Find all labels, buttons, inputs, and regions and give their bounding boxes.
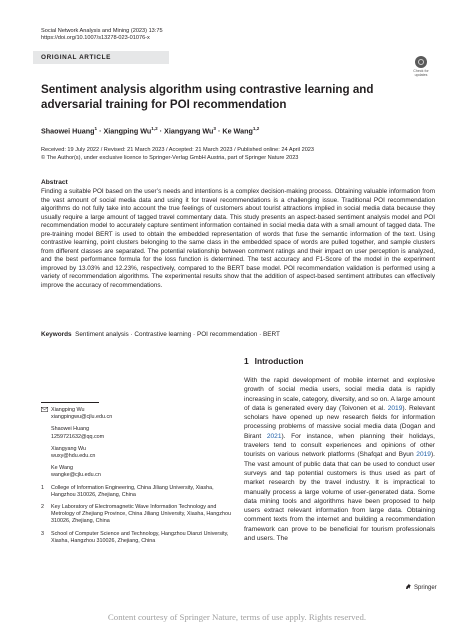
intro-text: ). The vast amount of public data that can be used to conduct user surveys and tap potential customers is thus used as part of market research by the travel industry. It is impractical to manually process a large volume of user-generated data. Some data mining tools and algorithms have been proposed to help users extract relevant information from large data. Obtaining comment texts from the internet and building a recommendation framework can prove to be beneficial for tourism professionals and users. The [244,451,435,543]
history-dates: Received: 19 July 2022 / Revised: 21 March 2023 / Accepted: 21 March 2023 / Published online: 24 April 2023 [41,147,315,153]
correspondence-entry [41,446,231,460]
journal-header [41,28,163,43]
correspondence-name: Xiangping Wu [51,407,85,413]
author-affiliation-ref: 1,2 [252,126,260,131]
author-list: Shaowei Huang$^1$ · Xiangping Wu$^{1,2}$ · Xiangyang $Wu^3 \cdot Ke$ Wang$^{1,2}$ [41,126,260,136]
check-for-updates-icon[interactable] [406,56,436,78]
section-heading-introduction [244,356,304,366]
citation-link[interactable]: 2019 [387,404,403,412]
publication-history [41,147,314,162]
intro-text: ). Relevant scholars have opened up new research fields for information processing problems of massive social media data (Dogan and Birant [244,404,435,440]
author-name[interactable]: Ke Wang [222,126,253,136]
introduction-paragraph [244,376,435,543]
paper-title: Sentiment analysis algorithm using contrastive learning and adversarial training for POI recommendation [41,83,374,111]
correspondence-email[interactable]: wuxy@hdu.edu.cn [51,453,96,460]
copyright-line: © The Author(s), under exclusive licence to Springer-Verlag GmbH Austria, part of Springer Nature 2023 [41,154,299,161]
citation-link[interactable]: 2021 [266,432,282,440]
correspondence-name: Shaowei Huang [51,426,90,433]
affiliation-entry [41,485,231,499]
check-badge-line-1: Check for [413,69,429,73]
author-affiliation-ref: 3 [213,126,216,131]
check-badge-line-2: updates [414,73,428,78]
intro-text: With the rapid development of mobile internet and explosive growth of social media users, social media data is rapidly increasing in scale, category, diversity, and so on. A large amount of data is generated every day (Toivonen et al. [244,377,435,412]
affiliation-number: 2 [41,504,44,511]
abstract-heading: Abstract [41,179,68,186]
correspondence-email[interactable]: 1259721632@qq.com [51,433,105,440]
keywords-line [41,331,280,338]
correspondence-name: Xiangyang Wu [51,445,86,452]
crossmark-circle [415,56,427,68]
author-correspondence-block [41,407,231,545]
author-name[interactable]: Shaowei Huang [41,126,95,136]
author-affiliation-ref: 1,2 [151,126,158,131]
check-badge-label [406,69,436,77]
footer-notice: Content courtesy of Springer Nature, terms of use apply. Rights reserved. [107,612,367,622]
author-name[interactable]: Xiangping Wu [103,126,152,136]
envelope-icon [41,407,48,415]
doi-link[interactable]: https://doi.org/10.1007/s13278-023-01076-x [41,35,150,42]
citation-link[interactable]: 2019 [416,451,431,459]
correspondence-email[interactable]: xiangpingwu@cjlu.edu.cn [51,414,113,421]
affiliation-number: 3 [41,530,44,537]
article-type-label [33,51,169,64]
affiliation-divider [41,402,99,403]
correspondence-email[interactable]: wangke@cjlu.edu.cn [51,472,101,479]
abstract-body: Finding a suitable POI based on the user’s needs and intentions is a complex decision-making process. Obtaining valuable information from the vast amount of social media data and using it for travel recommendations is a challenging issue. Traditional POI recommendation algorithms do not fully take into account the true feelings of customers about tourist attractions implied in social media data because they usually require a large amount of tagged travel commentary data. This study presents an aspect-based sentiment analysis model and POI recommendation model to accurately capture sentiment information contained in social media data with a small amount of tagged data. The pre-training model BERT is used to obtain the embedded representation of words that fuse the semantic information of the text. Using contrastive learning, point clusters belonging to the same class in the embedded space of words are pulled together, and sample clusters from different classes are separated. The potential relationship between comment ratings and their impact on user perception is analyzed, and the best performance formula for the loss function is determined. The test accuracy and F1-Score of the model in the experiment improved by 13.03% and 12.23%, respectively, compared to the BERT base model. POI recommendation validation is performed using a variety of recommendation algorithms. The experimental results show that the addition of aspect-based sentiment attributes can effectively improve the accuracy of recommendations. [41,188,435,290]
author-name[interactable]: Xiangyang Wu [164,126,214,136]
correspondence-entry [41,407,231,421]
section-title: Introduction [254,356,304,366]
article-type-text: ORIGINAL ARTICLE [41,54,111,61]
correspondence-entry [41,426,231,440]
affiliation-number: 1 [41,484,44,491]
affiliation-text: Key Laboratory of Electromagnetic Wave Information Technology and Metrology of Zhejiang Province, China Jiliang University, Xiasha, Hangzhou 310026, Zhejiang, China [51,504,231,525]
springer-horse-icon [405,583,412,590]
correspondence-name: Ke Wang [51,465,73,472]
correspondence-entry [41,465,231,479]
journal-citation: Social Network Analysis and Mining (2023) 13:75 [41,28,163,34]
affiliation-entry [41,504,231,526]
publisher-name: Springer [414,585,437,591]
keywords-text: Sentiment analysis · Contrastive learning · POI recommendation · BERT [75,331,280,338]
author-affiliation-ref: 1 [94,126,98,131]
affiliation-entry [41,531,231,545]
intro-text: ). For instance, when planning their holidays, travelers tend to consult experiences and opinions of other tourists on various network platforms (Shafqat and Byun [244,432,435,459]
keywords-label: Keywords [41,331,72,338]
affiliation-text: School of Computer Science and Technology, Hangzhou Dianzi University, Xiasha, Hangzhou 310026, Zhejiang, China [51,530,229,544]
section-number: 1 [244,356,249,366]
publisher-mark [405,583,437,591]
affiliation-text: College of Information Engineering, China Jiliang University, Xiasha, Hangzhou 310026, Zhejiang, China [51,484,214,498]
